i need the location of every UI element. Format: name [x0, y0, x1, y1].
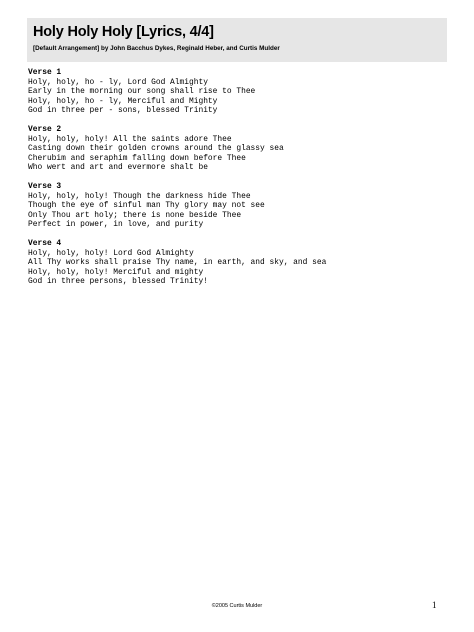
page-title: Holy Holy Holy [Lyrics, 4/4] — [33, 24, 214, 40]
verse-2 — [28, 125, 448, 173]
arrangement-credits: [Default Arrangement] by John Bacchus Dykes, Reginald Heber, and Curtis Mulder — [33, 45, 280, 52]
lyric-line: Casting down their golden crowns around the glassy sea — [28, 144, 284, 153]
lyric-line: Holy, holy, holy! All the saints adore Thee — [28, 134, 232, 144]
lyric-line: Holy, holy, holy! Though the darkness hide Thee — [28, 191, 251, 201]
verse-heading: Verse 2 — [28, 125, 62, 134]
lyric-line: All Thy works shall praise Thy name, in earth, and sky, and sea — [28, 258, 327, 267]
verse-4 — [28, 239, 448, 287]
verse-heading: Verse 4 — [28, 239, 62, 248]
lyric-line: Early in the morning our song shall rise to Thee — [28, 87, 256, 96]
lyric-line: Holy, holy, ho - ly, Merciful and Mighty — [28, 96, 218, 106]
lyric-line: Who wert and art and evermore shalt be — [28, 163, 208, 172]
page-number: 1 — [432, 600, 437, 610]
verse-heading: Verse 1 — [28, 68, 62, 77]
lyric-line: Holy, holy, holy! Merciful and mighty — [28, 267, 204, 277]
verse-1 — [28, 68, 448, 116]
title-banner — [27, 18, 447, 62]
verse-3 — [28, 182, 448, 230]
copyright-notice: ©2005 Curtis Mulder — [211, 603, 263, 609]
lyric-line: God in three persons, blessed Trinity! — [28, 277, 208, 286]
lyric-line: Holy, holy, ho - ly, Lord God Almighty — [28, 77, 208, 87]
lyrics-body — [28, 68, 448, 296]
lyric-line: God in three per - sons, blessed Trinity — [28, 106, 218, 115]
lyric-line: Though the eye of sinful man Thy glory may not see — [28, 201, 265, 210]
lyric-line: Perfect in power, in love, and purity — [28, 220, 204, 229]
lyric-line: Cherubim and seraphim falling down before Thee — [28, 153, 246, 163]
verse-heading: Verse 3 — [28, 182, 62, 191]
lyric-line: Holy, holy, holy! Lord God Almighty — [28, 248, 194, 258]
lyric-line: Only Thou art holy; there is none beside Thee — [28, 210, 242, 220]
